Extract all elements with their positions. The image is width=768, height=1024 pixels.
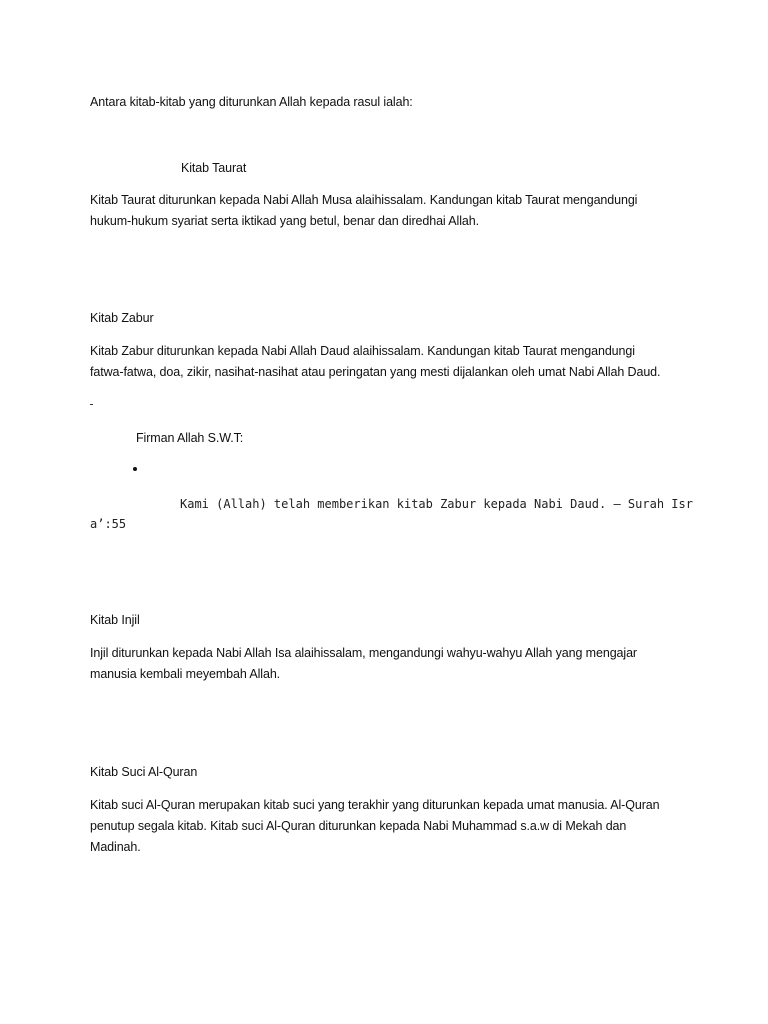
heading-taurat: Kitab Taurat	[181, 161, 247, 175]
firman-label: Firman Allah S.W.T:	[136, 431, 244, 445]
quran-body-line-1: Kitab suci Al-Quran merupakan kitab suci yang terakhir yang diturunkan kepada umat manusia. Al-Quran	[90, 798, 660, 812]
quran-body-line-3: Madinah.	[90, 840, 141, 854]
zabur-body-line-1: Kitab Zabur diturunkan kepada Nabi Allah Daud alaihissalam. Kandungan kitab Taurat mengandungi	[90, 344, 635, 358]
taurat-body-line-2: hukum-hukum syariat serta iktikad yang betul, benar dan diredhai Allah.	[90, 214, 479, 228]
quote-line-1: Kami (Allah) telah memberikan kitab Zabur kepada Nabi Daud. – Surah Isr	[180, 497, 693, 511]
taurat-body-line-1: Kitab Taurat diturunkan kepada Nabi Allah Musa alaihissalam. Kandungan kitab Taurat mengandungi	[90, 193, 638, 207]
injil-body-line-2: manusia kembali meyembah Allah.	[90, 667, 281, 681]
dash-mark	[90, 404, 93, 405]
intro-text: Antara kitab-kitab yang diturunkan Allah kepada rasul ialah:	[90, 95, 413, 109]
quran-body-line-2: penutup segala kitab. Kitab suci Al-Quran diturunkan kepada Nabi Muhammad s.a.w di Mekah dan	[90, 819, 627, 833]
injil-body-line-1: Injil diturunkan kepada Nabi Allah Isa alaihissalam, mengandungi wahyu-wahyu Allah yang mengajar	[90, 646, 637, 660]
bullet-icon	[133, 467, 137, 471]
heading-injil: Kitab Injil	[90, 613, 140, 627]
zabur-body-line-2: fatwa-fatwa, doa, zikir, nasihat-nasihat atau peringatan yang mesti dijalankan oleh umat Nabi Allah Daud.	[90, 365, 661, 379]
heading-quran: Kitab Suci Al-Quran	[90, 765, 198, 779]
heading-zabur: Kitab Zabur	[90, 311, 154, 325]
quote-line-2: a’:55	[90, 517, 127, 531]
